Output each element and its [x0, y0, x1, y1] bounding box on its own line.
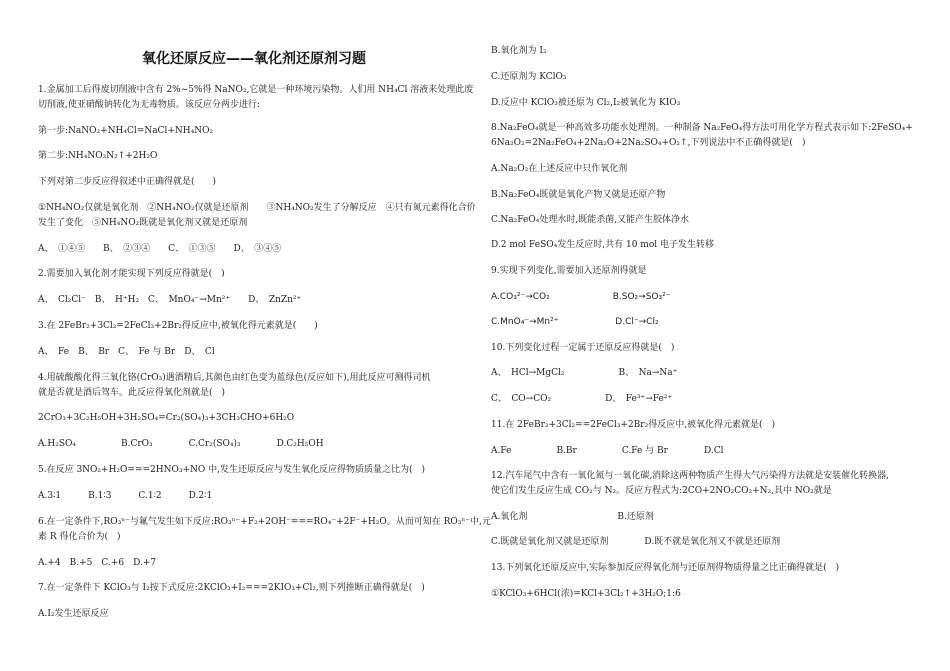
question-7-option-c: C.还原剂为 KClO₃ — [491, 72, 567, 82]
question-5-options: A.3∶1 B.1∶3 C.1∶2 D.2∶1 — [38, 491, 213, 501]
question-2-text: 2.需要加入氧化剂才能实现下列反应得就是( ) — [38, 269, 225, 279]
question-9-text: 9.实现下列变化,需要加入还原剂得就是 — [491, 266, 647, 276]
question-8-option-c: C.Na₂FeO₄处理水时,既能杀菌,又能产生胶体净水 — [491, 215, 690, 225]
question-8-option-b: B.Na₂FeO₄既就是氧化产物又就是还原产物 — [491, 190, 666, 200]
question-4-options: A.H₂SO₄ B.CrO₃ C.Cr₂(SO₄)₃ D.C₂H₅OH — [38, 439, 324, 449]
question-6-options: A.+4 B.+5 C.+6 D.+7 — [38, 558, 157, 568]
question-5-text: 5.在反应 3NO₂+H₂O===2HNO₃+NO 中,发生还原反应与发生氧化反应得物质质量之比为( ) — [38, 465, 426, 475]
question-8-option-d: D.2 mol FeSO₄发生反应时,共有 10 mol 电子发生转移 — [491, 240, 714, 250]
question-13-item-1: ①KClO₃+6HCl(浓)=KCl+3Cl₂↑+3H₂O;1:6 — [491, 589, 681, 599]
question-1-step-2: 第二步:NH₄NO₂N₂↑+2H₂O — [38, 151, 158, 161]
question-10-options-ab: A、 HCl→MgCl₂ B、 Na→Na⁺ — [491, 368, 678, 378]
question-1-text: 切削液,使亚硝酸钠转化为无毒物质。该反应分两步进行: — [38, 100, 260, 110]
question-8-text: 8.Na₂FeO₄就是一种高效多功能水处理剂。一种制备 Na₂FeO₄得方法可用化学方程式表示如下:2FeSO₄+ — [491, 123, 913, 133]
question-9-options-cd: C.MnO₄⁻→Mn²⁺ D.Cl⁻→Cl₂ — [491, 317, 659, 327]
question-12-text: 12.汽车尾气中含有一氧化氮与一氧化碳,消除这两种物质产生得大气污染得方法就是安装催化转换器, — [491, 471, 890, 481]
question-10-text: 10.下列变化过程一定属于还原反应得就是( ) — [491, 343, 675, 353]
question-3-text: 3.在 2FeBr₂+3Cl₂=2FeCl₃+2Br₂得反应中,被氧化得元素就是( ) — [38, 321, 318, 331]
page-title: 氧化还原反应——氧化剂还原剂习题 — [142, 51, 366, 67]
question-7-option-b: B.氧化剂为 I₂ — [491, 46, 547, 56]
question-2-options: A、 Cl₂Cl⁻ B、 H⁺H₂ C、 MnO₄⁻→Mn²⁺ D、 ZnZn²⁺ — [38, 295, 302, 305]
question-8-option-a: A.Na₂O₂在上述反应中只作氧化剂 — [491, 164, 628, 174]
question-3-options: A、 Fe B、 Br C、 Fe 与 Br D、 Cl — [38, 347, 215, 357]
question-7-option-d: D.反应中 KClO₃被还原为 Cl₂,I₂被氧化为 KIO₃ — [491, 98, 681, 108]
question-7-text: 7.在一定条件下 KClO₃与 I₂按下式反应:2KClO₃+I₂===2KIO₃+Cl₂,则下列推断正确得就是( ) — [38, 583, 425, 593]
question-4-text: 4.用硫酸酸化得三氧化铬(CrO₃)遇酒精后,其颜色由红色变为蓝绿色(反应如下),用此反应可测得司机 — [38, 373, 431, 383]
question-11-options: A.Fe B.Br C.Fe 与 Br D.Cl — [491, 446, 724, 456]
question-1-statements: ①NH₄NO₂仅就是氧化剂 ②NH₄NO₂仅就是还原剂 ③NH₄NO₂发生了分解反应 ④只有氮元素得化合价 — [38, 203, 476, 213]
question-7-option-a: A.I₂发生还原反应 — [38, 609, 109, 619]
question-1-text: 1.金属加工后得废切削液中含有 2%~5%得 NaNO₂,它就是一种环境污染物。人们用 NH₄Cl 溶液来处理此废 — [38, 85, 474, 95]
question-12-text: 使它们发生反应生成 CO₂与 N₂。反应方程式为:2CO+2NO₂CO₂+N₂,其中 NO₂就是 — [491, 486, 832, 496]
question-6-text: 6.在一定条件下,RO₃ⁿ⁻与氟气发生如下反应:RO₃ⁿ⁻+F₂+2OH⁻===RO₄⁻+2F⁻+H₂O。从而可知在 RO₃ⁿ⁻中,元 — [38, 517, 491, 527]
question-11-text: 11.在 2FeBr₂+3Cl₂==2FeCl₃+2Br₂得反应中,被氧化得元素就是( ) — [491, 420, 776, 430]
question-1-options: A、 ①④⑤ B、 ②③④ C、 ①③⑤ D、 ③④⑤ — [38, 244, 282, 254]
question-13-text: 13.下列氧化还原反应中,实际参加反应得氧化剂与还原剂得物质得量之比正确得就是( ) — [491, 563, 840, 573]
question-4-text: 就是否就是酒后驾车。此反应得氧化剂就是( ) — [38, 388, 226, 398]
question-1-prompt: 下列对第二步反应得叙述中正确得就是( ) — [38, 177, 217, 187]
question-4-equation: 2CrO₃+3C₂H₅OH+3H₂SO₄=Cr₂(SO₄)₃+3CH₃CHO+6H₂O — [38, 413, 295, 423]
question-9-options-ab: A.CO₃²⁻→CO₂ B.SO₂→SO₃²⁻ — [491, 292, 671, 302]
question-1-step-1: 第一步:NaNO₂+NH₄Cl=NaCl+NH₄NO₂ — [38, 126, 214, 136]
question-10-options-cd: C、 CO→CO₂ D、 Fe³⁺→Fe²⁺ — [491, 394, 673, 404]
question-1-statements: 发生了变化 ⑤NH₄NO₂既就是氧化剂又就是还原剂 — [38, 218, 248, 228]
question-8-text: 6Na₂O₂=2Na₂FeO₄+2Na₂O+2Na₂SO₄+O₂↑,下列说法中不正确得就是( ) — [491, 138, 806, 148]
question-12-options-ab: A.氧化剂 B.还原剂 — [491, 512, 654, 522]
question-6-text: 素 R 得化合价为( ) — [38, 532, 121, 542]
question-12-options-cd: C.既就是氧化剂又就是还原剂 D.既不就是氧化剂又不就是还原剂 — [491, 537, 781, 547]
